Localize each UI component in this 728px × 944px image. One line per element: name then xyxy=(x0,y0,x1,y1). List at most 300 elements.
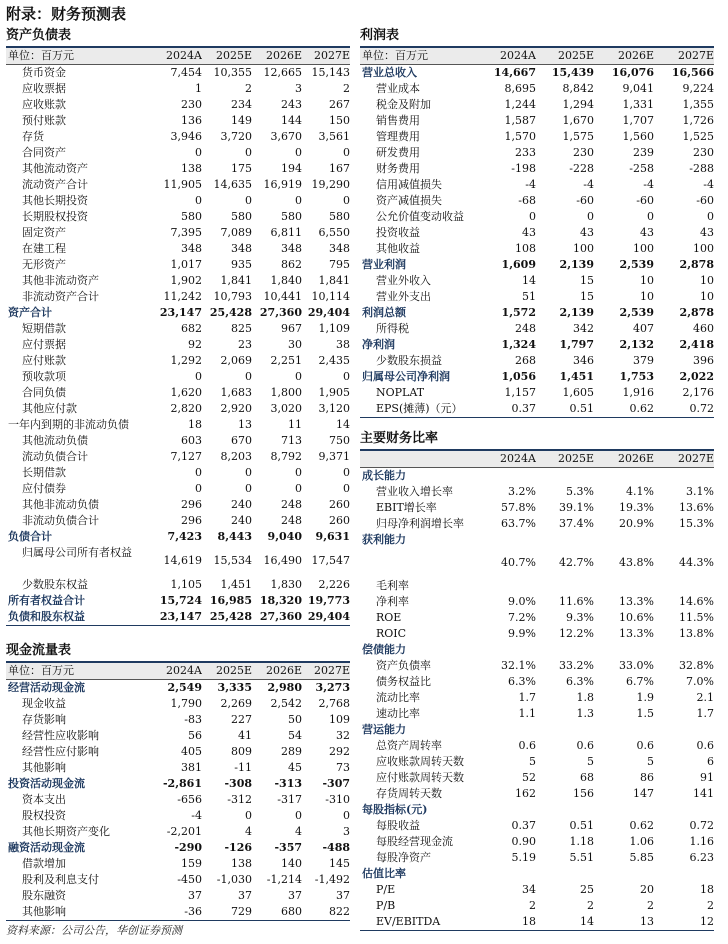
cell-value: -1,492 xyxy=(314,873,350,886)
table-row xyxy=(360,113,714,129)
cell-value: 100 xyxy=(693,242,714,255)
cell-value: 5.3% xyxy=(566,485,594,498)
cell-value xyxy=(536,578,594,594)
row-label: 流动比率 xyxy=(376,691,420,704)
row-label: 应付债券 xyxy=(22,482,66,495)
cell-value: 6.23 xyxy=(689,851,714,864)
cell-value: 0.6 xyxy=(696,739,714,752)
cell-value: 25 xyxy=(580,883,594,896)
table-row xyxy=(360,161,714,177)
cell-value: 144 xyxy=(281,114,302,127)
balance-sheet-table xyxy=(6,48,350,626)
row-label: 财务费用 xyxy=(376,162,420,175)
cell-value: 16,490 xyxy=(263,554,302,567)
cell-value: 2,980 xyxy=(267,681,302,694)
cell-value: 348 xyxy=(181,242,202,255)
cell-value: 0.51 xyxy=(536,401,594,418)
table-row xyxy=(6,289,350,305)
cell-value: 19,773 xyxy=(307,594,350,607)
table-row xyxy=(360,594,714,610)
row-label: 归属母公司所有者权益 xyxy=(22,546,132,559)
row-label: 经营活动现金流 xyxy=(8,681,85,694)
row-label: 长期借款 xyxy=(22,466,66,479)
cell-value: 2,418 xyxy=(679,338,714,351)
cell-value: 3,670 xyxy=(270,130,302,143)
year-header: 2027E xyxy=(302,663,350,680)
cell-value xyxy=(594,578,654,594)
cell-value: 0 xyxy=(647,210,654,223)
cell-value: 15.3% xyxy=(679,517,714,530)
table-row xyxy=(360,145,714,161)
cell-value: 11,242 xyxy=(163,290,202,303)
row-label: 公允价值变动收益 xyxy=(376,210,464,223)
cell-value xyxy=(478,468,536,485)
cell-value xyxy=(478,532,536,548)
cell-value: 8,203 xyxy=(220,450,252,463)
row-label: 预付账款 xyxy=(22,114,66,127)
table-row xyxy=(6,545,350,577)
cell-value: 1,905 xyxy=(318,386,350,399)
cell-value: 37 xyxy=(336,889,350,902)
row-label: 归母净利润增长率 xyxy=(376,517,464,530)
cell-value: -1,214 xyxy=(266,873,302,886)
cell-value: 1.3 xyxy=(576,707,594,720)
cell-value: -656 xyxy=(177,793,202,806)
cell-value: 0 xyxy=(245,146,252,159)
unit-header: 单位：百万元 xyxy=(360,48,478,65)
row-label: 借款增加 xyxy=(22,857,66,870)
cell-value: 6.3% xyxy=(508,675,536,688)
row-label: 存货影响 xyxy=(22,713,66,726)
cell-value: 2,269 xyxy=(220,697,252,710)
table-row xyxy=(360,273,714,289)
cell-value: 0.37 xyxy=(478,401,536,418)
cell-value: 25,428 xyxy=(202,609,252,626)
row-label: 股东融资 xyxy=(22,889,66,902)
row-label: 短期借款 xyxy=(22,322,66,335)
row-label: 股权投资 xyxy=(22,809,66,822)
row-label: 债务权益比 xyxy=(376,675,431,688)
cell-value: 2,176 xyxy=(682,386,714,399)
cell-value xyxy=(594,642,654,658)
table-row xyxy=(360,882,714,898)
table-row xyxy=(360,484,714,500)
cell-value: 12 xyxy=(654,914,714,931)
cell-value: 16,919 xyxy=(263,178,302,191)
cell-value: 11.6% xyxy=(559,595,594,608)
table-row xyxy=(6,577,350,593)
cell-value: 30 xyxy=(288,338,302,351)
cell-value: 33.2% xyxy=(559,659,594,672)
cell-value: 3 xyxy=(343,825,350,838)
cell-value: -4 xyxy=(583,178,594,191)
cell-value: 20.9% xyxy=(619,517,654,530)
cell-value: 9,224 xyxy=(682,82,714,95)
cell-value: 3,561 xyxy=(318,130,350,143)
cell-value: 43 xyxy=(580,226,594,239)
cell-value: 248 xyxy=(515,322,536,335)
cell-value: 1.1 xyxy=(518,707,536,720)
cash-flow-title: 现金流量表 xyxy=(6,641,350,663)
row-label: 资本支出 xyxy=(22,793,66,806)
cell-value xyxy=(478,866,536,882)
table-row xyxy=(6,177,350,193)
table-row xyxy=(6,225,350,241)
table-row xyxy=(6,81,350,97)
table-row xyxy=(6,744,350,760)
cell-value: 580 xyxy=(181,210,202,223)
cell-value: 682 xyxy=(181,322,202,335)
cell-value: 32 xyxy=(336,729,350,742)
cell-value: -307 xyxy=(322,777,350,790)
cell-value: 460 xyxy=(693,322,714,335)
cell-value: -4 xyxy=(643,178,654,191)
cell-value: 2 xyxy=(647,899,654,912)
cell-value: 0 xyxy=(195,146,202,159)
row-label: 偿债能力 xyxy=(362,643,406,656)
cell-value: 230 xyxy=(573,146,594,159)
cell-value: 2,139 xyxy=(559,306,594,319)
cell-value: 25,428 xyxy=(209,306,252,319)
cell-value: 1.7 xyxy=(518,691,536,704)
cell-value: 23,147 xyxy=(159,306,202,319)
cell-value: 1,324 xyxy=(501,338,536,351)
year-header: 2026E xyxy=(594,451,654,468)
table-row xyxy=(360,500,714,516)
cell-value: 1,707 xyxy=(622,114,654,127)
cell-value: 230 xyxy=(181,98,202,111)
cell-value: 809 xyxy=(231,745,252,758)
cell-value: -312 xyxy=(227,793,252,806)
table-row xyxy=(6,353,350,369)
cell-value: 41 xyxy=(238,729,252,742)
cell-value: 0 xyxy=(343,466,350,479)
cell-value: 5 xyxy=(529,755,536,768)
cell-value: 713 xyxy=(281,434,302,447)
cell-value: 15 xyxy=(580,274,594,287)
row-label: 所得税 xyxy=(376,322,409,335)
row-label: 净利率 xyxy=(376,595,409,608)
cell-value xyxy=(654,722,714,738)
cell-value: 289 xyxy=(281,745,302,758)
table-row xyxy=(6,129,350,145)
cell-value: 935 xyxy=(231,258,252,271)
row-label: 每股净资产 xyxy=(376,851,431,864)
table-row xyxy=(6,145,350,161)
cell-value: 33.0% xyxy=(619,659,654,672)
row-label: 少数股东权益 xyxy=(22,578,88,591)
cell-value: 227 xyxy=(231,713,252,726)
cell-value: 2.1 xyxy=(696,691,714,704)
row-label: 总资产周转率 xyxy=(376,739,442,752)
row-label: 无形资产 xyxy=(22,258,66,271)
cell-value: 86 xyxy=(640,771,654,784)
cell-value: 0 xyxy=(587,210,594,223)
year-header: 2027E xyxy=(302,48,350,65)
cell-value: 19,290 xyxy=(311,178,350,191)
row-label: 其他长期资产变化 xyxy=(22,825,110,838)
cell-value: 862 xyxy=(281,258,302,271)
row-label: 投资活动现金流 xyxy=(8,777,85,790)
table-row xyxy=(360,289,714,305)
row-label: 所有者权益合计 xyxy=(8,594,85,607)
row-label: 预收款项 xyxy=(22,370,66,383)
table-row xyxy=(360,610,714,626)
cell-value: 1,902 xyxy=(170,274,202,287)
cell-value: 40.7% xyxy=(501,556,536,569)
cell-value: 16,566 xyxy=(671,66,714,79)
cell-value xyxy=(478,802,536,818)
row-label: 经营性应付影响 xyxy=(22,745,99,758)
cell-value: 162 xyxy=(515,787,536,800)
cell-value: 8,792 xyxy=(270,450,302,463)
cell-value: 0 xyxy=(295,146,302,159)
table-row xyxy=(360,193,714,209)
cell-value: 10 xyxy=(640,290,654,303)
cell-value: 1,916 xyxy=(622,386,654,399)
cell-value: 138 xyxy=(231,857,252,870)
cell-value: -290 xyxy=(174,841,202,854)
cell-value: 2,435 xyxy=(318,354,350,367)
cell-value: 37 xyxy=(188,889,202,902)
table-row xyxy=(6,257,350,273)
cell-value: 54 xyxy=(288,729,302,742)
cell-value: 0.6 xyxy=(576,739,594,752)
row-label: 每股经营现金流 xyxy=(376,835,453,848)
cell-value: 0.6 xyxy=(636,739,654,752)
cell-value: 20 xyxy=(640,883,654,896)
income-statement-title: 利润表 xyxy=(360,26,714,48)
table-row xyxy=(6,680,350,697)
cell-value: 175 xyxy=(231,162,252,175)
year-header: 2026E xyxy=(252,663,302,680)
cell-value: 240 xyxy=(231,514,252,527)
ratios-section xyxy=(360,429,714,931)
table-row xyxy=(360,241,714,257)
cell-value: -317 xyxy=(277,793,302,806)
cell-value: 0 xyxy=(529,210,536,223)
row-label: 其他应付款 xyxy=(22,402,77,415)
row-label: 其他流动资产 xyxy=(22,162,88,175)
cell-value: 680 xyxy=(252,904,302,921)
cell-value: -258 xyxy=(629,162,654,175)
cell-value: 2 xyxy=(587,899,594,912)
table-row xyxy=(6,497,350,513)
row-label: 利润总额 xyxy=(362,306,406,319)
cell-value: 2 xyxy=(707,899,714,912)
table-row xyxy=(360,129,714,145)
cell-value: 348 xyxy=(231,242,252,255)
table-row xyxy=(360,305,714,321)
row-label: 资产减值损失 xyxy=(376,194,442,207)
cell-value: 39.1% xyxy=(559,501,594,514)
cell-value xyxy=(654,642,714,658)
table-row xyxy=(6,808,350,824)
cell-value: -126 xyxy=(224,841,252,854)
cell-value xyxy=(654,802,714,818)
table-row xyxy=(6,513,350,529)
cell-value: 1,017 xyxy=(170,258,202,271)
ratios-title: 主要财务比率 xyxy=(360,429,714,451)
cell-value: 234 xyxy=(231,98,252,111)
cell-value: -310 xyxy=(325,793,350,806)
year-header: 2025E xyxy=(202,48,252,65)
cell-value: 825 xyxy=(231,322,252,335)
cell-value: 10 xyxy=(700,290,714,303)
year-header: 2025E xyxy=(202,663,252,680)
cell-value: 9.9% xyxy=(508,627,536,640)
cell-value: 156 xyxy=(573,787,594,800)
cell-value: 2,920 xyxy=(220,402,252,415)
cell-value: 19.3% xyxy=(619,501,654,514)
header-row xyxy=(6,663,350,680)
cell-value: 3.1% xyxy=(686,485,714,498)
table-row xyxy=(6,193,350,209)
cell-value: 15 xyxy=(580,290,594,303)
cell-value: 0.62 xyxy=(629,819,654,832)
cell-value xyxy=(594,802,654,818)
cell-value: 1.18 xyxy=(569,835,594,848)
table-row xyxy=(6,728,350,744)
cell-value: 1.16 xyxy=(689,835,714,848)
row-label: 投资收益 xyxy=(376,226,420,239)
cell-value: 14 xyxy=(536,914,594,931)
table-row xyxy=(360,548,714,578)
cell-value: 194 xyxy=(281,162,302,175)
cell-value: 5.85 xyxy=(629,851,654,864)
table-row xyxy=(360,658,714,674)
year-header: 2027E xyxy=(654,48,714,65)
cell-value: 18 xyxy=(700,883,714,896)
cell-value xyxy=(654,468,714,485)
row-label: 其他影响 xyxy=(22,761,66,774)
table-row xyxy=(6,449,350,465)
cell-value: 43.8% xyxy=(619,556,654,569)
cell-value: 10,441 xyxy=(263,290,302,303)
table-row xyxy=(6,792,350,808)
cell-value: 0.62 xyxy=(594,401,654,418)
row-label: 获利能力 xyxy=(362,533,406,546)
cell-value: 1,753 xyxy=(619,370,654,383)
cell-value: 230 xyxy=(693,146,714,159)
cell-value: 6,811 xyxy=(270,226,302,239)
cell-value: 4 xyxy=(295,825,302,838)
cell-value: 0 xyxy=(343,194,350,207)
cell-value: 17,547 xyxy=(311,554,350,567)
row-label: EPS(摊薄)（元） xyxy=(360,401,478,418)
table-row xyxy=(360,834,714,850)
cell-value: 7.2% xyxy=(508,611,536,624)
table-row xyxy=(360,81,714,97)
cell-value xyxy=(536,468,594,485)
cell-value xyxy=(536,802,594,818)
row-label: 负债合计 xyxy=(8,530,52,543)
cell-value: 0.72 xyxy=(654,401,714,418)
table-row xyxy=(6,856,350,872)
cell-value: -450 xyxy=(177,873,202,886)
cell-value: 5.51 xyxy=(569,851,594,864)
cell-value: 100 xyxy=(633,242,654,255)
cell-value: -313 xyxy=(274,777,302,790)
cell-value: 1,105 xyxy=(170,578,202,591)
table-row xyxy=(6,273,350,289)
cell-value: 29,404 xyxy=(302,609,350,626)
cell-value: 0 xyxy=(343,809,350,822)
cell-value: 248 xyxy=(281,514,302,527)
cell-value: 14,619 xyxy=(163,554,202,567)
cell-value: 18 xyxy=(478,914,536,931)
cell-value xyxy=(536,642,594,658)
cell-value: 43 xyxy=(700,226,714,239)
row-label: 存货周转天数 xyxy=(376,787,442,800)
cell-value: 27,360 xyxy=(259,306,302,319)
cell-value: 580 xyxy=(281,210,302,223)
cell-value: 3,020 xyxy=(270,402,302,415)
row-label: 研发费用 xyxy=(376,146,420,159)
cell-value: 2,539 xyxy=(619,258,654,271)
cell-value: 379 xyxy=(633,354,654,367)
table-row xyxy=(360,850,714,866)
header-row xyxy=(360,451,714,468)
table-row xyxy=(360,209,714,225)
cell-value: 0 xyxy=(245,482,252,495)
row-label: NOPLAT xyxy=(376,386,425,399)
cell-value: 580 xyxy=(329,210,350,223)
cell-value: 267 xyxy=(329,98,350,111)
cell-value: 2 xyxy=(343,82,350,95)
cell-value: 348 xyxy=(281,242,302,255)
cell-value: 381 xyxy=(181,761,202,774)
row-label: 现金收益 xyxy=(22,697,66,710)
cash-flow-table xyxy=(6,663,350,921)
table-row xyxy=(360,626,714,642)
page-title: 附录：财务预测表 xyxy=(6,5,127,23)
cell-value: 1,560 xyxy=(622,130,654,143)
row-label: 成长能力 xyxy=(362,469,406,482)
cell-value: 0 xyxy=(195,370,202,383)
cell-value: 1,670 xyxy=(562,114,594,127)
cell-value: 15,439 xyxy=(551,66,594,79)
cell-value: 0 xyxy=(245,466,252,479)
cell-value: 56 xyxy=(188,729,202,742)
cell-value: 14,667 xyxy=(493,66,536,79)
cell-value: 68 xyxy=(580,771,594,784)
cell-value: 239 xyxy=(633,146,654,159)
income-statement-table xyxy=(360,48,714,418)
cell-value: 3.2% xyxy=(508,485,536,498)
cell-value: 233 xyxy=(515,146,536,159)
cell-value: 3,720 xyxy=(220,130,252,143)
cell-value: 342 xyxy=(573,322,594,335)
cell-value: 1,609 xyxy=(501,258,536,271)
cell-value: 2,132 xyxy=(619,338,654,351)
cell-value: 1,605 xyxy=(562,386,594,399)
cell-value: 16,076 xyxy=(611,66,654,79)
table-row xyxy=(6,776,350,792)
cell-value: 967 xyxy=(281,322,302,335)
cell-value: 44.3% xyxy=(679,556,714,569)
cell-value: -83 xyxy=(184,713,202,726)
cell-value: 0 xyxy=(295,482,302,495)
table-row xyxy=(6,481,350,497)
row-label: 营业成本 xyxy=(376,82,420,95)
cell-value: 1.5 xyxy=(636,707,654,720)
cell-value: 2,820 xyxy=(170,402,202,415)
cell-value: 1,575 xyxy=(562,130,594,143)
cell-value: 1,841 xyxy=(318,274,350,287)
cell-value xyxy=(478,642,536,658)
cell-value: 795 xyxy=(329,258,350,271)
